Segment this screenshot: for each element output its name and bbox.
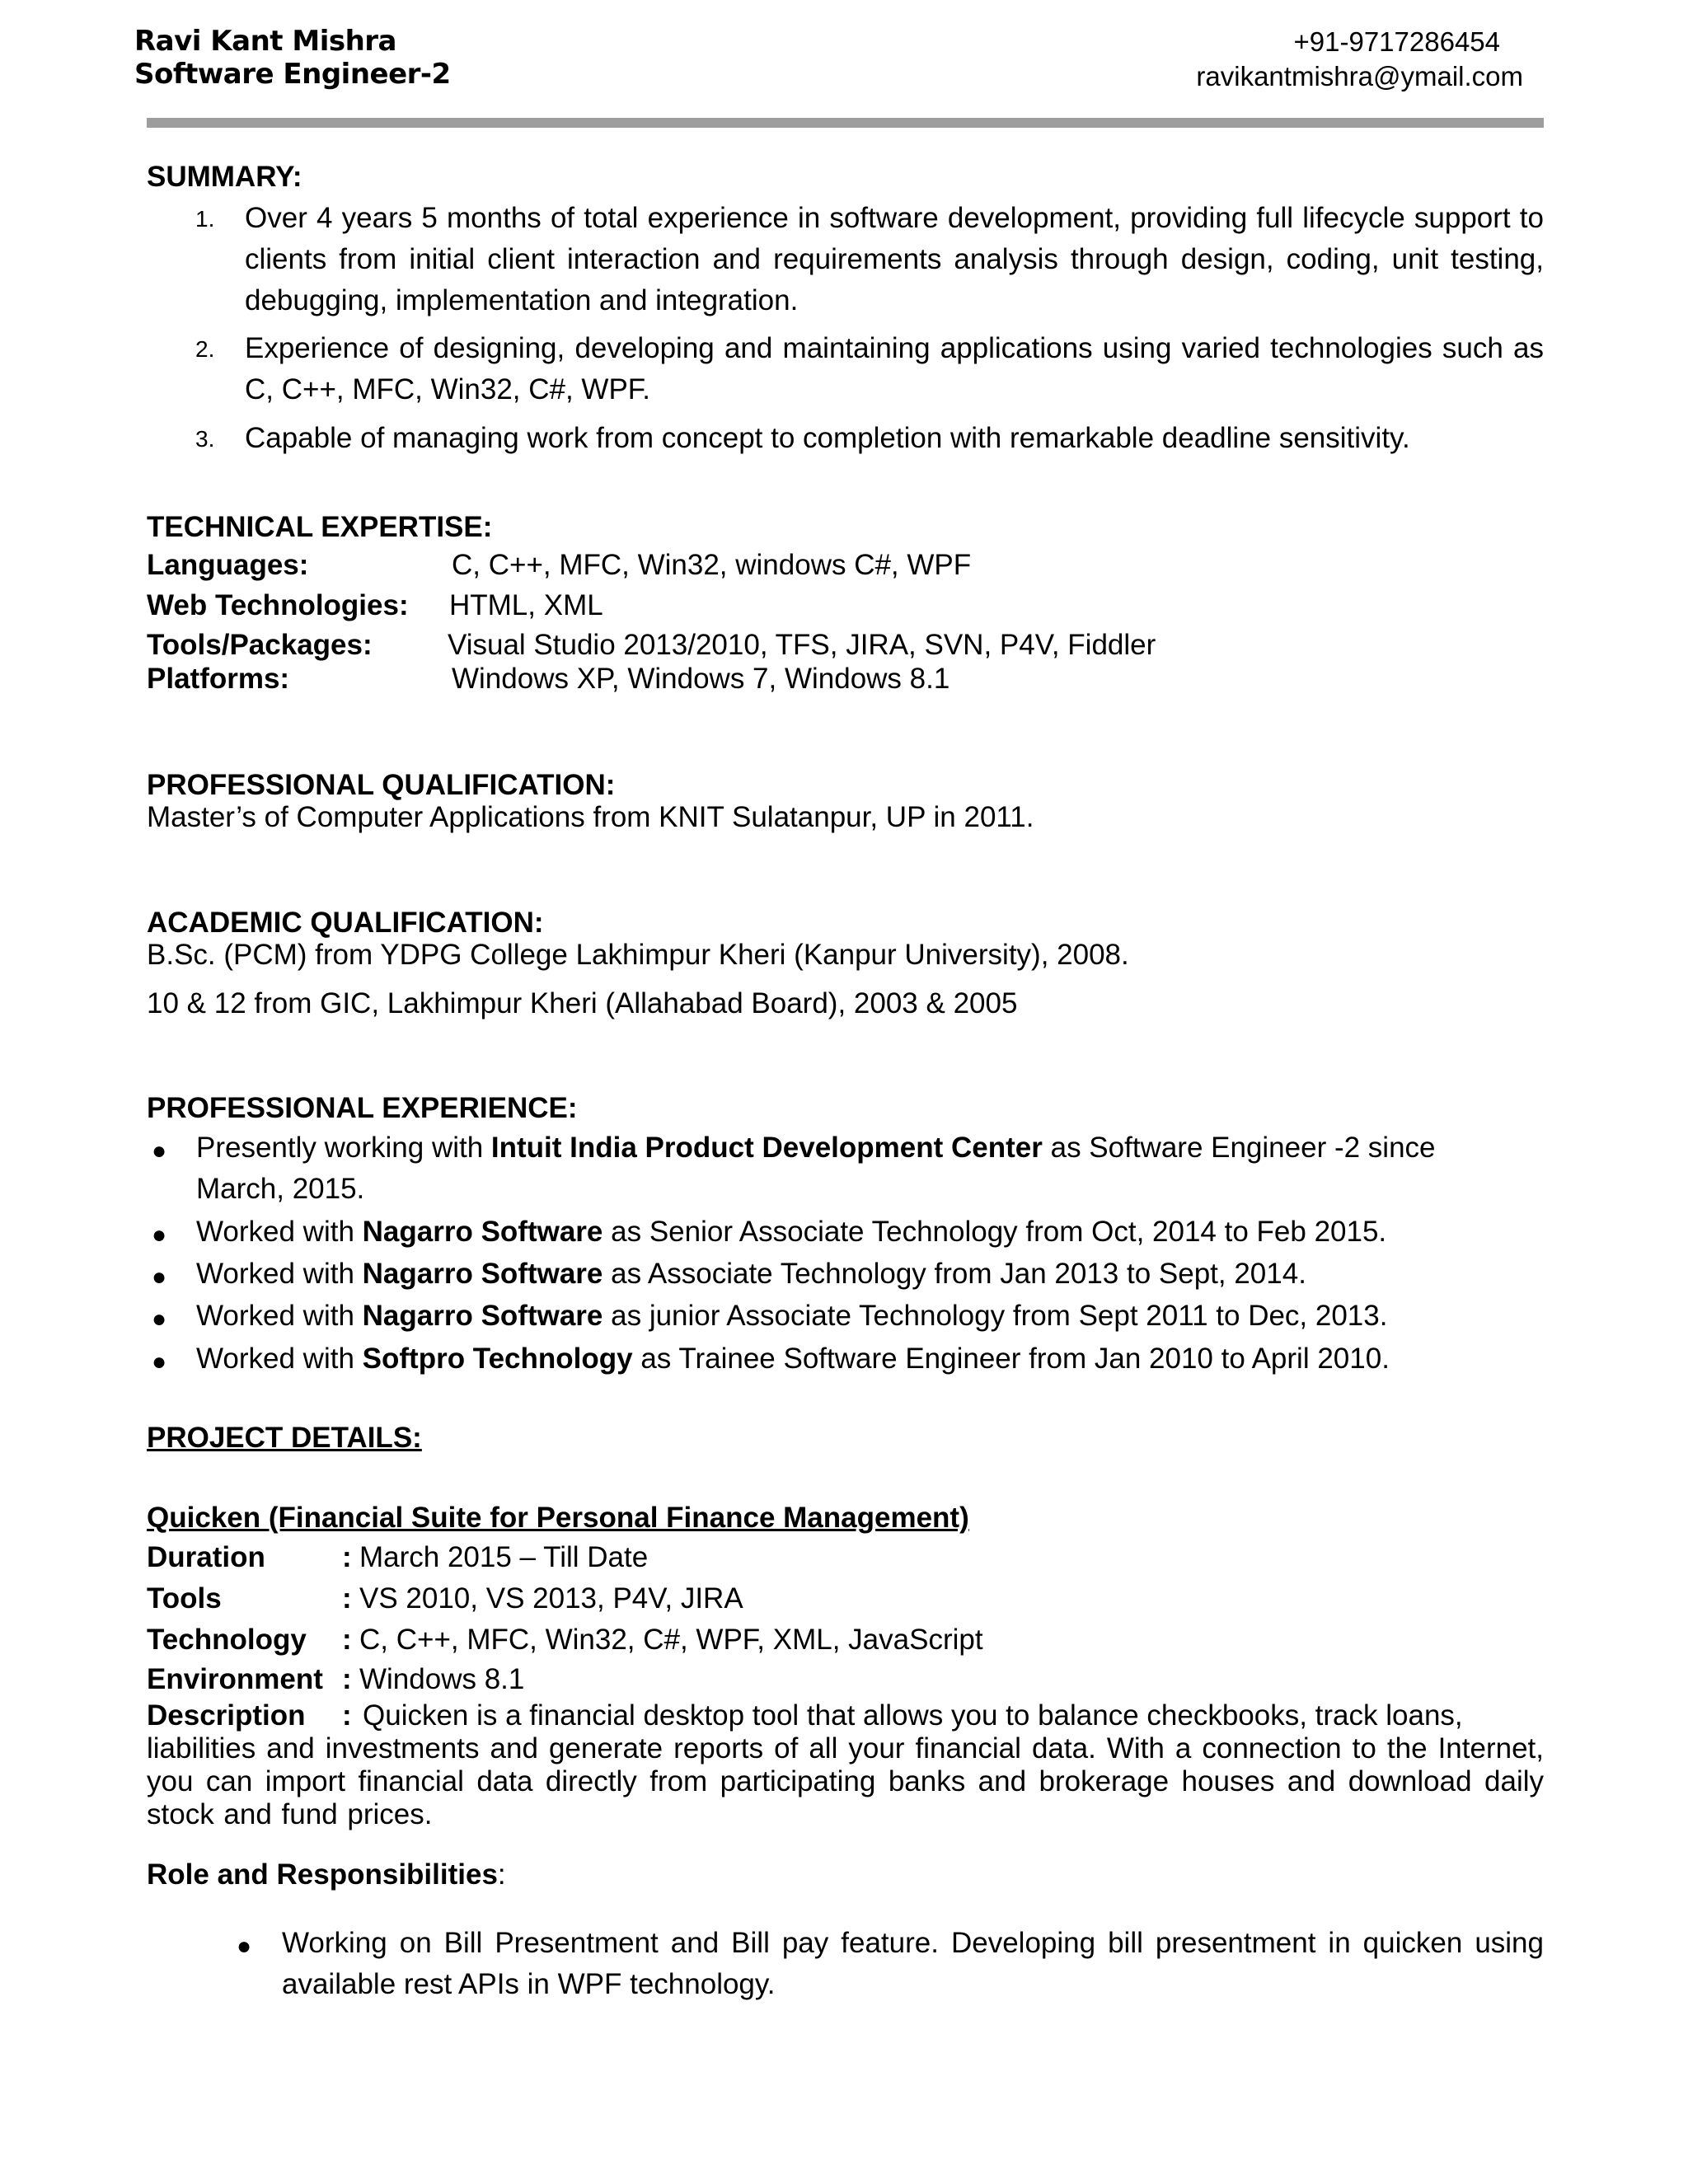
field-colon: : <box>342 1624 352 1656</box>
academic-line: B.Sc. (PCM) from YDPG College Lakhimpur Kheri (Kanpur University), 2008. <box>147 939 1129 971</box>
experience-item: Worked with Nagarro Software as Associate Technology from Jan 2013 to Sept, 2014. <box>196 1258 1306 1290</box>
bullet-icon: ● <box>152 1263 167 1291</box>
bullet-icon: ● <box>152 1221 167 1249</box>
tech-value-web: HTML, XML <box>449 589 603 621</box>
summary-heading: SUMMARY: <box>147 161 302 193</box>
candidate-name: Ravi Kant Mishra <box>134 25 397 58</box>
summary-item: Over 4 years 5 months of total experience in software development, providing full lifecycle support to clients from initial client interaction and requirements analysis through design, coding, unit testing, debugging, implementation and integration. <box>245 202 1544 316</box>
experience-item: Worked with Nagarro Software as Senior Associate Technology from Oct, 2014 to Feb 2015. <box>196 1216 1387 1248</box>
project-field-value: VS 2010, VS 2013, P4V, JIRA <box>359 1582 743 1615</box>
technical-heading: TECHNICAL EXPERTISE: <box>147 511 493 543</box>
description-label: Description <box>147 1699 306 1732</box>
project-details-heading: PROJECT DETAILS: <box>147 1422 422 1454</box>
experience-heading: PROFESSIONAL EXPERIENCE: <box>147 1092 578 1124</box>
tech-label-languages: Languages: <box>147 549 309 581</box>
project-field-value: Windows 8.1 <box>359 1663 525 1695</box>
candidate-role: Software Engineer-2 <box>134 58 451 91</box>
field-colon: : <box>342 1582 352 1615</box>
summary-item-number: 1. <box>195 206 215 232</box>
tech-label-tools: Tools/Packages: <box>147 629 373 661</box>
tech-value-languages: C, C++, MFC, Win32, windows C#, WPF <box>452 549 972 581</box>
tech-value-platforms: Windows XP, Windows 7, Windows 8.1 <box>452 663 950 695</box>
professional-qualification-text: Master’s of Computer Applications from KNIT Sulatanpur, UP in 2011. <box>147 801 1034 833</box>
field-colon: : <box>342 1541 352 1573</box>
field-colon: : <box>342 1663 352 1695</box>
summary-item: Experience of designing, developing and maintaining applications using varied technologies such as C, C++, MFC, Win32, C#, WPF. <box>245 332 1544 405</box>
summary-item-number: 3. <box>195 426 215 452</box>
bullet-icon: ● <box>152 1305 167 1333</box>
role-heading-line: Role and Responsibilities: <box>147 1858 506 1891</box>
experience-item: Worked with Nagarro Software as junior Associate Technology from Sept 2011 to Dec, 2013. <box>196 1300 1388 1332</box>
professional-qualification-heading: PROFESSIONAL QUALIFICATION: <box>147 769 616 801</box>
project-field-value: March 2015 – Till Date <box>359 1541 649 1573</box>
tech-value-tools: Visual Studio 2013/2010, TFS, JIRA, SVN, P4V, Fiddler <box>448 629 1156 661</box>
description-first-line: Quicken is a financial desktop tool that allows you to balance checkbooks, track loans, <box>363 1699 1463 1732</box>
project-field-value: C, C++, MFC, Win32, C#, WPF, XML, JavaScript <box>359 1624 983 1656</box>
experience-item: Worked with Softpro Technology as Trainee Software Engineer from Jan 2010 to April 2010. <box>196 1343 1390 1375</box>
role-item: Working on Bill Presentment and Bill pay feature. Developing bill presentment in quicken using available rest APIs in WPF technology. <box>282 1927 1544 2000</box>
tech-label-platforms: Platforms: <box>147 663 290 695</box>
project-field-label: Tools <box>147 1582 222 1615</box>
project-field-label: Environment <box>147 1663 323 1695</box>
field-colon: : <box>342 1699 352 1732</box>
email-address: ravikantmishra@ymail.com <box>1196 61 1523 91</box>
bullet-icon: ● <box>152 1348 167 1376</box>
description-text: liabilities and investments and generate reports of all your financial data. With a connection to the Internet, you can import financial data directly from participating banks and brokerage houses and download daily stock and fund prices. <box>147 1732 1544 1830</box>
project-title: Quicken (Financial Suite for Personal Finance Management) <box>147 1502 969 1534</box>
header-divider <box>147 118 1544 128</box>
bullet-icon: ● <box>152 1137 167 1165</box>
project-field-label: Technology <box>147 1624 307 1656</box>
summary-item-number: 2. <box>195 336 215 362</box>
summary-item: Capable of managing work from concept to completion with remarkable deadline sensitivity. <box>245 422 1410 454</box>
experience-item: Presently working with Intuit India Product Development Center as Software Engineer -2 since March, 2015. <box>196 1132 1436 1205</box>
tech-label-web: Web Technologies: <box>147 589 409 621</box>
academic-qualification-heading: ACADEMIC QUALIFICATION: <box>147 907 544 939</box>
phone-number: +91-9717286454 <box>1293 26 1500 57</box>
academic-line: 10 & 12 from GIC, Lakhimpur Kheri (Allahabad Board), 2003 & 2005 <box>147 987 1018 1019</box>
project-field-label: Duration <box>147 1541 265 1573</box>
bullet-icon: ● <box>237 1933 252 1960</box>
